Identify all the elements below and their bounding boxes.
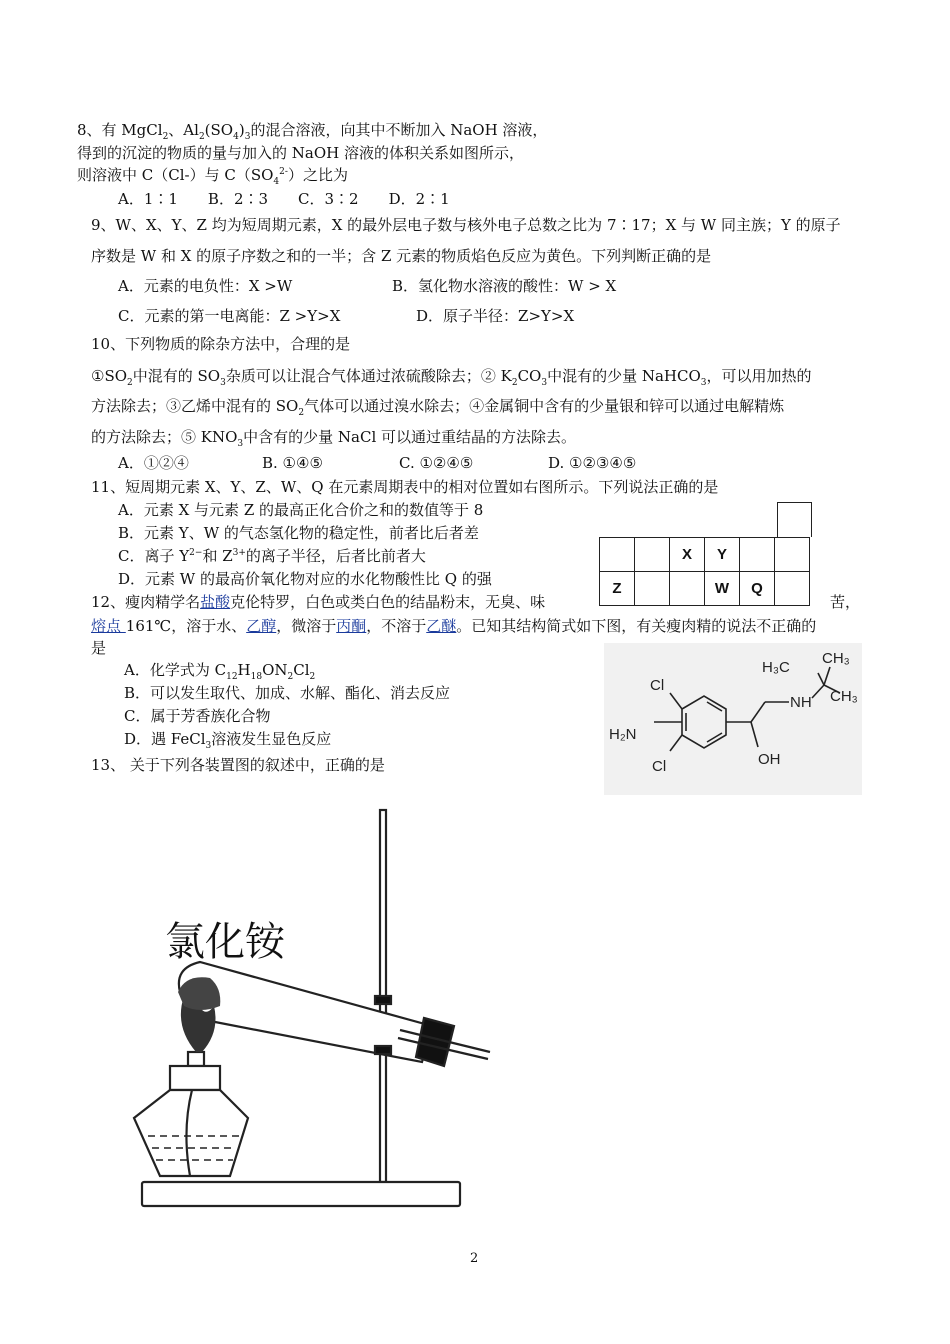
q10-option-c: C. ①②④⑤ <box>399 454 474 472</box>
q9-line-2: 序数是 W 和 X 的原子序数之和的一半；含 Z 元素的物质焰色反应为黄色。下列判断正确的是 <box>91 247 712 265</box>
q12-line-2: 熔点 161℃，溶于水、乙醇，微溶于丙酮，不溶于乙醚。已知其结构简式如下图，有关瘦肉精的说法不正确的 <box>91 617 817 635</box>
q9-line-1: 9、W、X、Y、Z 均为短周期元素，X 的最外层电子数与核外电子总数之比为 7∶17；X 与 W 同主族；Y 的原子 <box>91 216 841 234</box>
link-hydrochloric-acid[interactable]: 盐酸 <box>200 593 231 611</box>
periodic-table-row <box>600 572 810 606</box>
q11-option-a: A．元素 X 与元素 Z 的最高正化合价之和的数值等于 8 <box>118 501 484 519</box>
q12-line-3: 是 <box>91 639 107 657</box>
pt-cell-x: X <box>670 538 705 572</box>
q12-option-d: D．遇 FeCl$_3$溶液发生显色反应 <box>124 730 332 751</box>
q10-option-d: D. ①②③④⑤ <box>548 454 637 472</box>
periodic-table-fragment <box>599 537 810 606</box>
q12-line-1: 12、瘦肉精学名盐酸克伦特罗，白色或类白色的结晶粉末，无臭、味 <box>91 593 546 611</box>
label-ch3-right: CH₃ <box>830 688 858 705</box>
q13-title: 13、 关于下列各装置图的叙述中，正确的是 <box>91 756 385 774</box>
q10-option-b: B. ①④⑤ <box>262 454 323 472</box>
label-h2n: H₂N <box>609 726 637 743</box>
test-tube <box>179 962 432 1062</box>
q11-option-c: C．离子 $Y^{2-}$和 $Z^{3+}$的离子半径，后者比前者大 <box>118 547 426 565</box>
q8-line-1: 8、有 MgCl$_2$、$Al_2(SO_4)_3$的混合溶液，向其中不断加入 NaOH 溶液， <box>77 121 548 142</box>
label-cl-top: Cl <box>650 677 665 694</box>
q9-option-c: C．元素的第一电离能：Z >Y>X <box>118 307 341 325</box>
q9-option-d: D．原子半径：Z>Y>X <box>416 307 575 325</box>
label-ch3-top: CH₃ <box>822 650 850 667</box>
q8-line-3: 则溶液中 C（Cl-）与 $C(SO_4^{2-})$之比为 <box>77 166 348 187</box>
periodic-table-top-cell <box>777 502 812 537</box>
page-number: 2 <box>470 1251 479 1266</box>
lamp-cap <box>170 1066 220 1090</box>
pt-cell-w: W <box>705 572 740 606</box>
apparatus-label: 氯化铵 <box>165 919 285 965</box>
ammonium-chloride-apparatus <box>130 800 510 1210</box>
q12-option-a: A．化学式为 $C_{12}H_{18}ON_2Cl_2$ <box>124 661 316 682</box>
pt-cell <box>635 572 670 606</box>
q12-option-b: B．可以发生取代、加成、水解、酯化、消去反应 <box>124 684 451 702</box>
q10-line-2: 方法除去；③乙烯中混有的 $SO_2$气体可以通过溴水除去；④金属铜中含有的少量银和锌可以通过电解精炼 <box>91 397 785 418</box>
q8-line-2: 得到的沉淀的物质的量与加入的 NaOH 溶液的体积关系如图所示， <box>77 144 524 162</box>
q9-option-a: A．元素的电负性：X >W <box>118 277 293 295</box>
pt-cell <box>775 572 810 606</box>
link-acetone[interactable]: 丙酮 <box>336 617 367 635</box>
q8-options: A．1∶1 B．2∶3 C．3∶2 D．2∶1 <box>118 190 450 208</box>
pt-cell <box>635 538 670 572</box>
clamp-lower <box>375 1046 391 1054</box>
pt-cell-y: Y <box>705 538 740 572</box>
clenbuterol-structure <box>604 643 862 795</box>
clamp-upper <box>375 996 391 1004</box>
pt-cell <box>670 572 705 606</box>
q10-title: 10、下列物质的除杂方法中，合理的是 <box>91 335 351 353</box>
q10-line-1: $①SO_2$中混有的 $SO_3$杂质可以让混合气体通过浓硫酸除去；② $K_2CO_3$中混有的少量 NaHCO$_3$，可以用加热的 <box>91 367 812 388</box>
q9-option-b: B．氢化物水溶液的酸性：W > X <box>392 277 617 295</box>
link-ether[interactable]: 乙醚 <box>426 617 457 635</box>
q11-title: 11、短周期元素 X、Y、Z、W、Q 在元素周期表中的相对位置如右图所示。下列说法正确的是 <box>91 478 719 496</box>
pt-cell-z: Z <box>600 572 635 606</box>
label-oh: OH <box>758 751 781 768</box>
alcohol-lamp <box>134 1090 248 1176</box>
q11-option-b: B．元素 Y、W 的气态氢化物的稳定性，前者比后者差 <box>118 524 479 542</box>
q10-option-a: A．①②④ <box>118 454 189 472</box>
periodic-table-row <box>600 538 810 572</box>
label-cl-bottom: Cl <box>652 758 667 775</box>
q12-line-1-end: 苦， <box>830 593 861 611</box>
pt-cell <box>740 538 775 572</box>
q11-option-d: D．元素 W 的最高价氧化物对应的水化物酸性比 Q 的强 <box>118 570 492 588</box>
pt-cell <box>600 538 635 572</box>
wick-holder <box>188 1052 204 1066</box>
link-melting-point[interactable]: 熔点 <box>91 617 126 635</box>
pt-cell <box>775 538 810 572</box>
stand-base <box>142 1182 460 1206</box>
link-ethanol[interactable]: 乙醇 <box>246 617 277 635</box>
pt-cell-q: Q <box>740 572 775 606</box>
q10-line-3: 的方法除去；⑤ $KNO_3$中含有的少量 NaCl 可以通过重结晶的方法除去。 <box>91 428 577 449</box>
q12-option-c: C．属于芳香族化合物 <box>124 707 271 725</box>
label-nh: NH <box>790 694 812 711</box>
label-h3c: H₃C <box>762 659 790 676</box>
